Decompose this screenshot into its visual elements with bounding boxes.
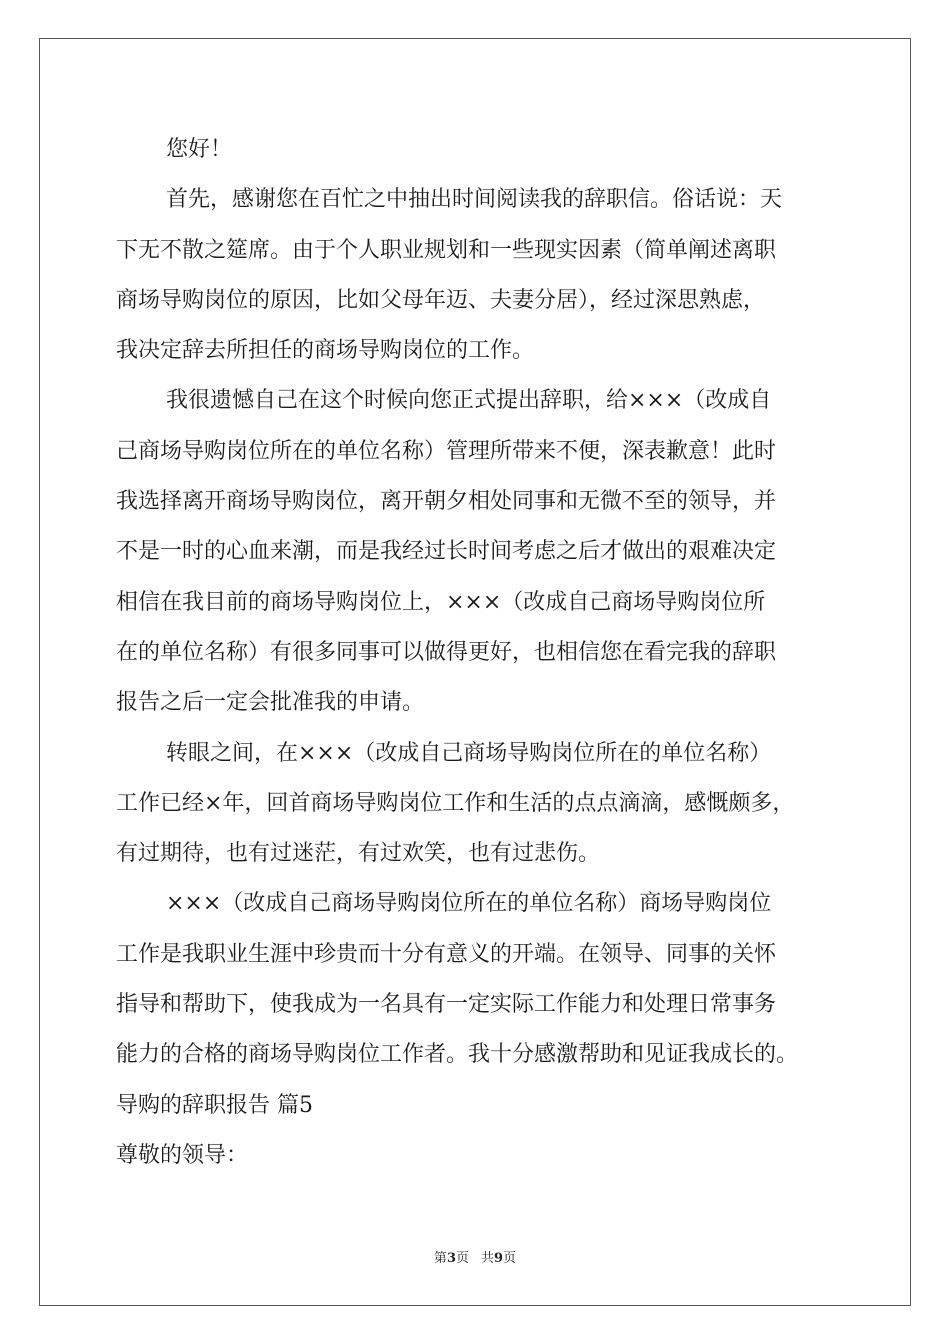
- text-line: 尊敬的领导：: [116, 1142, 249, 1168]
- text-line: 指导和帮助下，使我成为一名具有一定实际工作能力和处理日常事务: [116, 992, 777, 1018]
- text-line: 报告之后一定会批准我的申请。: [116, 690, 425, 716]
- text-line: 导购的辞职报告 篇5: [116, 1092, 313, 1118]
- text-line: 在的单位名称）有很多同事可以做得更好，也相信您在看完我的辞职: [116, 639, 777, 665]
- text-line: 有过期待，也有过迷茫，有过欢笑，也有过悲伤。: [116, 841, 601, 867]
- page-number-current: 3: [446, 1251, 456, 1266]
- page-total-prefix: 共: [481, 1251, 495, 1266]
- text-line: 不是一时的心血来潮，而是我经过长时间考虑之后才做出的艰难决定: [116, 539, 777, 565]
- text-line: 您好！: [166, 137, 233, 162]
- page-footer: [0, 1247, 950, 1266]
- text-line: 工作是我职业生涯中珍贵而十分有意义的开端。在领导、同事的关怀: [116, 941, 777, 967]
- text-line: 己商场导购岗位所在的单位名称）管理所带来不便，深表歉意！此时: [116, 438, 777, 464]
- page-total-unit: 页: [503, 1251, 517, 1266]
- text-line: 能力的合格的商场导购岗位工作者。我十分感激帮助和见证我成长的。: [116, 1042, 799, 1068]
- text-line: 相信在我目前的商场导购岗位上，×××（改成自己商场导购岗位所: [116, 589, 766, 615]
- text-line: 我很遗憾自己在这个时候向您正式提出辞职，给×××（改成自: [166, 388, 772, 414]
- page-number-unit: 页: [455, 1251, 469, 1266]
- text-line: 转眼之间，在×××（改成自己商场导购岗位所在的单位名称）: [166, 740, 772, 766]
- text-line: ×××（改成自己商场导购岗位所在的单位名称）商场导购岗位: [166, 891, 772, 917]
- text-line: 商场导购岗位的原因，比如父母年迈、夫妻分居），经过深思熟虑，: [116, 287, 766, 313]
- page-total-count: 9: [494, 1251, 504, 1266]
- text-line: 我选择离开商场导购岗位，离开朝夕相处同事和无微不至的领导，并: [116, 489, 777, 515]
- document-body: [116, 125, 841, 1181]
- text-line: 工作已经×年，回首商场导购岗位工作和生活的点点滴滴，感慨颇多，: [116, 790, 795, 816]
- text-line: 首先，感谢您在百忙之中抽出时间阅读我的辞职信。俗话说：天: [166, 187, 783, 213]
- text-line: 下无不散之筵席。由于个人职业规划和一些现实因素（简单阐述离职: [116, 237, 777, 263]
- page-number-prefix: 第: [433, 1251, 447, 1266]
- text-line: 我决定辞去所担任的商场导购岗位的工作。: [116, 338, 535, 364]
